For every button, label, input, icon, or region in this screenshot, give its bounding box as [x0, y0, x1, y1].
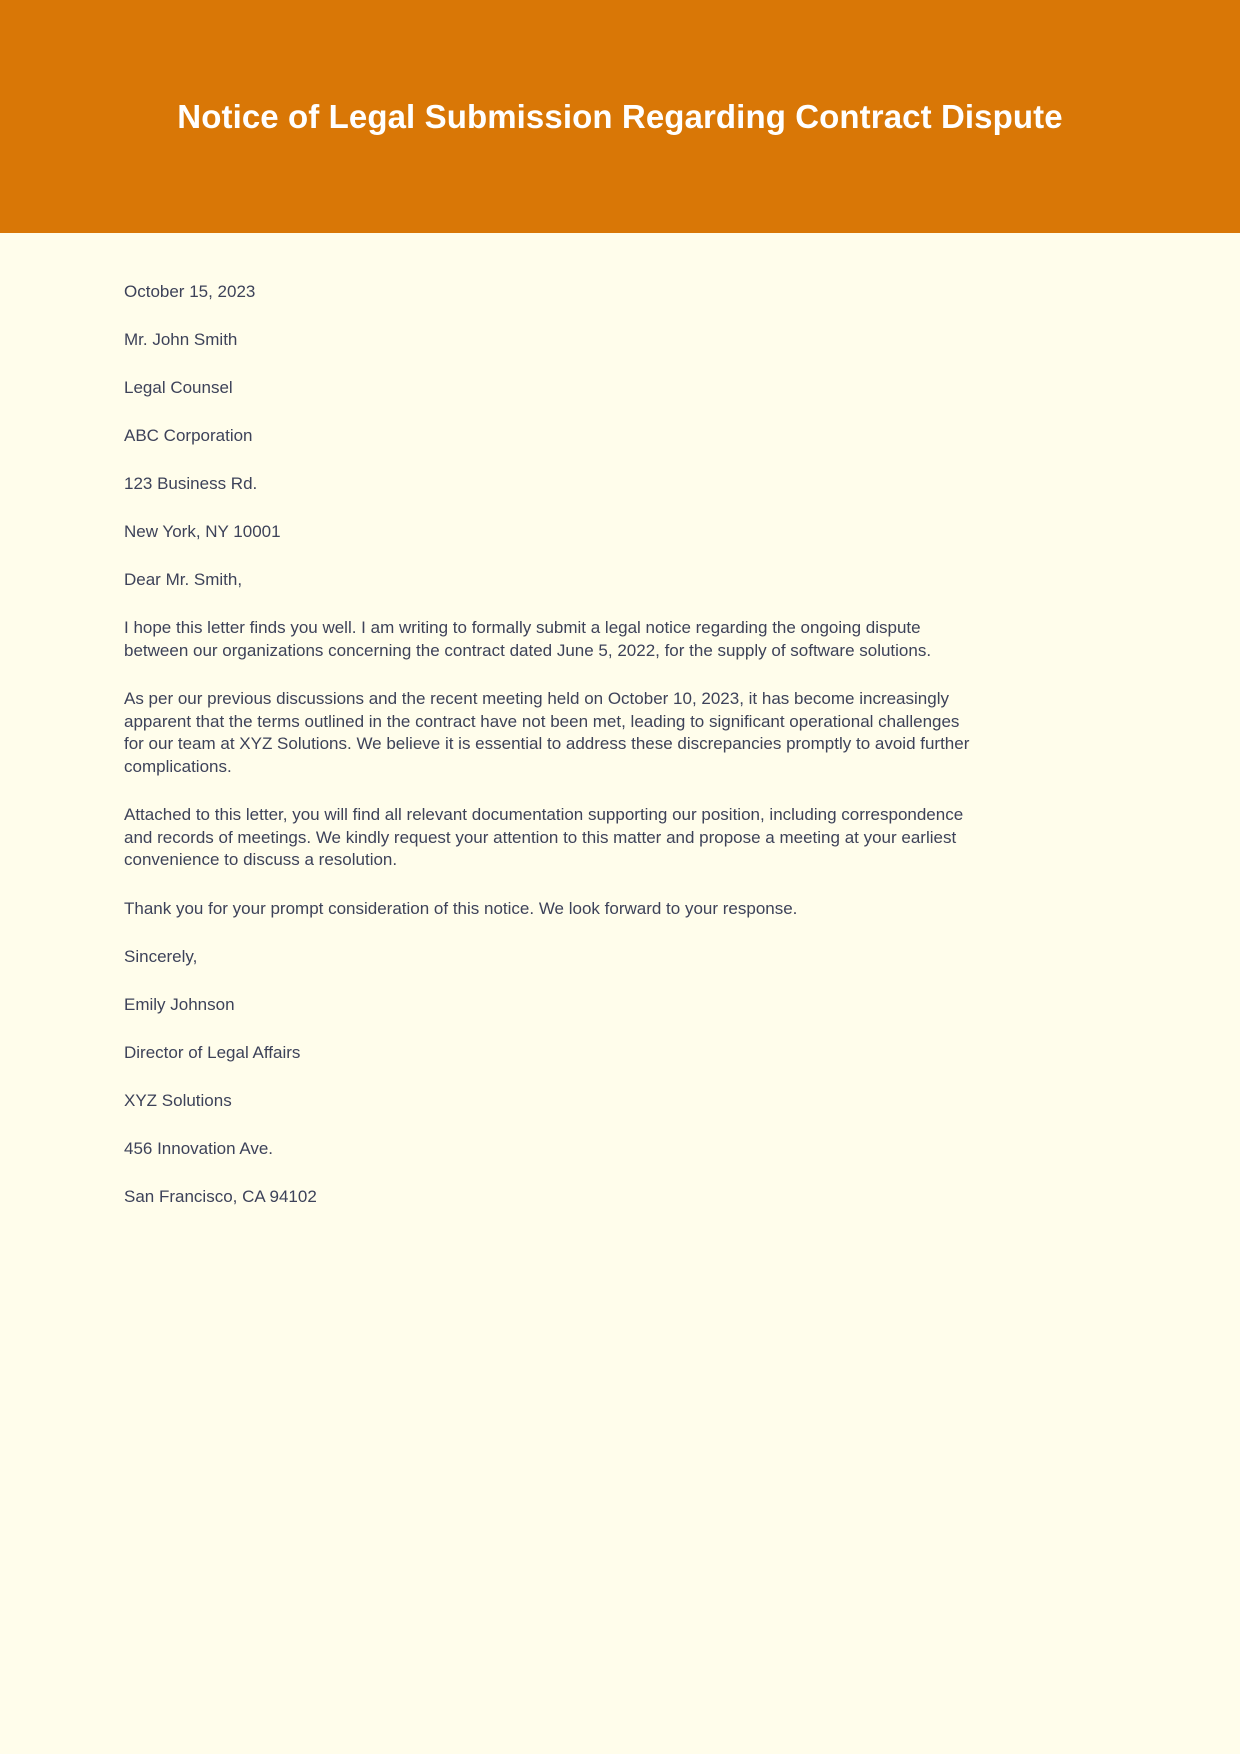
letter-content-column [124, 281, 974, 1208]
signature-city-state-zip: San Francisco, CA 94102 [124, 1187, 317, 1206]
page-title: Notice of Legal Submission Regarding Contract Dispute [177, 97, 1063, 135]
recipient-title: Legal Counsel [124, 378, 233, 397]
recipient-city-state-zip: New York, NY 10001 [124, 522, 281, 541]
recipient-name: Mr. John Smith [124, 330, 238, 349]
closing: Sincerely, [124, 947, 198, 966]
recipient-company: ABC Corporation [124, 426, 253, 445]
signature-street: 456 Innovation Ave. [124, 1139, 274, 1158]
body-paragraph-4: Thank you for your prompt consideration of this notice. We look forward to your response. [124, 898, 798, 918]
body-paragraph-3: Attached to this letter, you will find all relevant documentation supporting our position, including correspondence and records of meetings. We kindly request your attention to this matter and propose a meeting at your earliest convenience to discuss a resolution. [124, 805, 964, 869]
body-paragraph-2: As per our previous discussions and the recent meeting held on October 10, 2023, it has become increasingly apparent that the terms outlined in the contract have not been met, leading to significant operational challenges for our team at XYZ Solutions. We believe it is essential to address these discrepancies promptly to avoid further complications. [124, 689, 970, 776]
recipient-street: 123 Business Rd. [124, 474, 258, 493]
letter-date: October 15, 2023 [124, 282, 256, 301]
signature-title: Director of Legal Affairs [124, 1043, 301, 1062]
letter-body [0, 233, 1240, 1754]
document-header-banner [0, 0, 1240, 233]
signature-company: XYZ Solutions [124, 1091, 232, 1110]
signature-name: Emily Johnson [124, 995, 235, 1014]
salutation: Dear Mr. Smith, [124, 570, 243, 589]
body-paragraph-1: I hope this letter finds you well. I am writing to formally submit a legal notice regarding the ongoing dispute between our organizations concerning the contract dated June 5, 2022, for the supply of software solutions. [124, 618, 932, 660]
